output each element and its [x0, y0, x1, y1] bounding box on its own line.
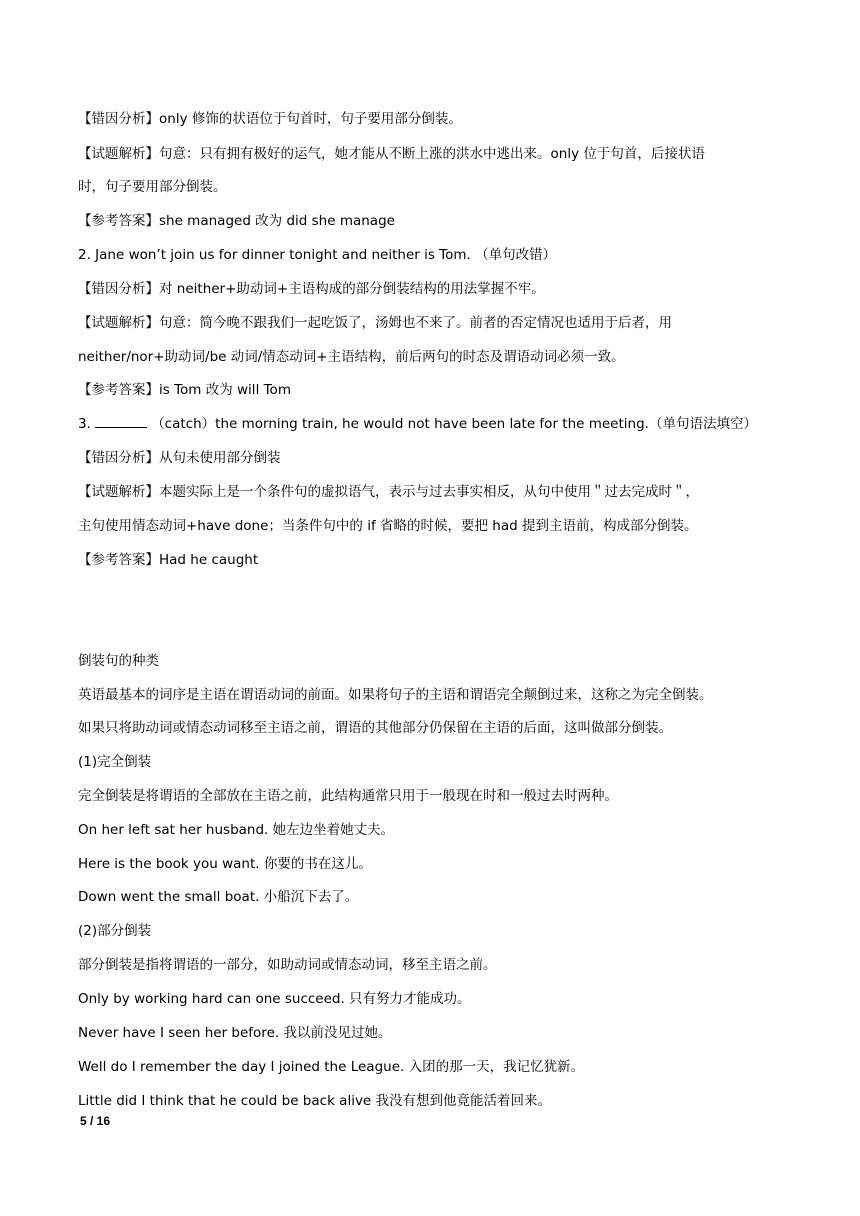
explanation-3-cont: 主句使用情态动词+have done；当条件句中的 if 省略的时候，要把 had 提到主语前，构成部分倒装。 [78, 518, 698, 534]
heading-partial-inversion: (2)部分倒装 [78, 923, 152, 939]
text: she managed 改为 did she manage [159, 213, 395, 229]
answer-blank [95, 415, 147, 428]
question-2: 2. Jane won’t join us for dinner tonight and neither is Tom. （单句改错） [78, 247, 557, 263]
page-number: 5 / 16 [80, 1114, 111, 1128]
answer-2 [78, 381, 790, 399]
label: 【参考答案】 [78, 213, 159, 229]
explanation-2 [78, 314, 790, 332]
text: 从句未使用部分倒装 [159, 450, 281, 466]
label: 【错因分析】 [78, 111, 159, 127]
example-2: Here is the book you want. 你要的书在这儿。 [78, 856, 372, 872]
explanation-1-cont: 时，句子要用部分倒装。 [78, 179, 227, 195]
explanation-2-cont: neither/nor+助动词/be 动词/情态动词+主语结构，前后两句的时态及谓语动词必须一致。 [78, 349, 625, 365]
text: 对 neither+助动词+主语构成的部分倒装结构的用法掌握不牢。 [159, 281, 545, 297]
example-1: On her left sat her husband. 她左边坐着她丈夫。 [78, 822, 395, 838]
example-5: Never have I seen her before. 我以前没见过她。 [78, 1025, 392, 1041]
error-analysis-2 [78, 280, 790, 298]
label: 【错因分析】 [78, 450, 159, 466]
text: 句意：简今晚不跟我们一起吃饭了，汤姆也不来了。前者的否定情况也适用于后者，用 [159, 315, 672, 331]
error-analysis-1 [78, 110, 790, 128]
label: 【错因分析】 [78, 281, 159, 297]
explanation-3 [78, 483, 790, 501]
paragraph-3: 完全倒装是将谓语的全部放在主语之前，此结构通常只用于一般现在时和一般过去时两种。 [78, 788, 618, 804]
section-title: 倒装句的种类 [78, 653, 159, 669]
example-4: Only by working hard can one succeed. 只有努力才能成功。 [78, 991, 471, 1007]
label: 【参考答案】 [78, 382, 159, 398]
label: 【试题解析】 [78, 484, 159, 500]
question-text: （catch）the morning train, he would not have been late for the meeting.（单句语法填空） [151, 416, 757, 432]
answer-3 [78, 551, 790, 569]
explanation-1 [78, 145, 790, 163]
label: 【参考答案】 [78, 552, 159, 568]
paragraph-4: 部分倒装是指将谓语的一部分，如助动词或情态动词，移至主语之前。 [78, 957, 497, 973]
example-7: Little did I think that he could be back alive 我没有想到他竟能活着回来。 [78, 1093, 552, 1109]
paragraph-2: 如果只将助动词或情态动词移至主语之前，谓语的其他部分仍保留在主语的后面，这叫做部分倒装。 [78, 720, 672, 736]
text: is Tom 改为 will Tom [159, 382, 291, 398]
text: Had he caught [159, 552, 259, 568]
heading-full-inversion: (1)完全倒装 [78, 754, 152, 770]
label: 【试题解析】 [78, 315, 159, 331]
paragraph-1: 英语最基本的词序是主语在谓语动词的前面。如果将句子的主语和谓语完全颠倒过来，这称之为完全倒装。 [78, 687, 713, 703]
text: 本题实际上是一个条件句的虚拟语气，表示与过去事实相反，从句中使用＂过去完成时＂， [159, 484, 699, 500]
text: 句意：只有拥有极好的运气，她才能从不断上涨的洪水中逃出来。only 位于句首，后接状语 [159, 146, 705, 162]
question-3 [78, 415, 790, 433]
example-3: Down went the small boat. 小船沉下去了。 [78, 889, 359, 905]
question-number: 3. [78, 416, 91, 432]
text: only 修饰的状语位于句首时，句子要用部分倒装。 [159, 111, 462, 127]
answer-1 [78, 212, 790, 230]
example-6: Well do I remember the day I joined the League. 入团的那一天，我记忆犹新。 [78, 1059, 585, 1075]
label: 【试题解析】 [78, 146, 159, 162]
error-analysis-3 [78, 449, 790, 467]
